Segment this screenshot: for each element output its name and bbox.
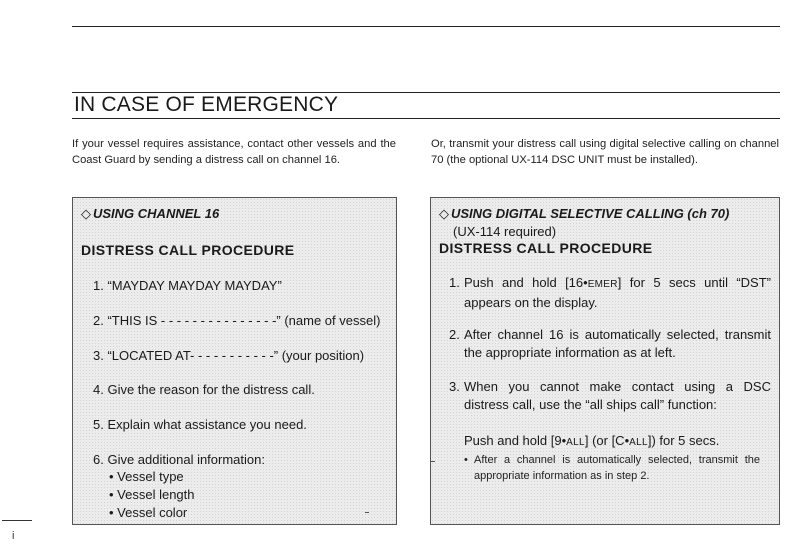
step-2: 2. “THIS IS - - - - - - - - - - - - - - -” (name of vessel) — [93, 313, 381, 328]
dsc-step-1: 1. Push and hold [16•EMER] for 5 secs until “DST” appears on the display. — [449, 275, 772, 310]
intro-channel-16: If your vessel requires assistance, contact other vessels and the Coast Guard by sending a distress call on channel 16. — [72, 138, 396, 166]
step-4: 4. Give the reason for the distress call. — [93, 382, 315, 397]
step-1: 1. “MAYDAY MAYDAY MAYDAY” — [93, 278, 282, 293]
all-ships-call-note: • After a channel is automatically selected, transmit the appropriate information as in step 2. — [464, 454, 760, 482]
dsc-step-3: 3. When you cannot make contact using a DSC distress call, use the “all ships call” function: — [449, 379, 771, 412]
step-5: 5. Explain what assistance you need. — [93, 417, 307, 432]
procedure-title: DISTRESS CALL PROCEDURE — [81, 242, 295, 258]
print-mark — [431, 461, 435, 462]
bullet-vessel-length: • Vessel length — [109, 487, 195, 502]
dsc-heading: ◇ USING DIGITAL SELECTIVE CALLING (ch 70) — [439, 206, 730, 221]
page-number: i — [12, 530, 15, 542]
gutter-rule — [2, 520, 32, 521]
bullet-vessel-type: • Vessel type — [109, 469, 184, 484]
dsc-step-2: 2. After channel 16 is automatically selected, transmit the appropriate information as at left. — [449, 327, 771, 360]
dsc-panel — [430, 197, 780, 525]
step-6: 6. Give additional information: — [93, 452, 265, 467]
top-rule — [72, 26, 780, 27]
channel-16-panel — [72, 197, 397, 525]
bullet-vessel-color: • Vessel color — [109, 505, 188, 520]
page-title: IN CASE OF EMERGENCY — [74, 93, 339, 116]
intro-dsc: Or, transmit your distress call using digital selective calling on channel 70 (the optional UX-114 DSC UNIT must be installed). — [431, 138, 779, 166]
step-3: 3. “LOCATED AT- - - - - - - - - - -” (your position) — [93, 348, 365, 363]
diamond-icon: ◇ — [81, 206, 91, 221]
procedure-title: DISTRESS CALL PROCEDURE — [439, 240, 653, 256]
channel-16-heading: ◇ USING CHANNEL 16 — [81, 206, 220, 221]
diamond-icon: ◇ — [439, 206, 449, 221]
print-mark — [365, 512, 369, 513]
all-ships-call-instruction: Push and hold [9•ALL] (or [C•ALL]) for 5 secs. — [464, 433, 720, 448]
dsc-subheading: (UX-114 required) — [453, 224, 557, 239]
